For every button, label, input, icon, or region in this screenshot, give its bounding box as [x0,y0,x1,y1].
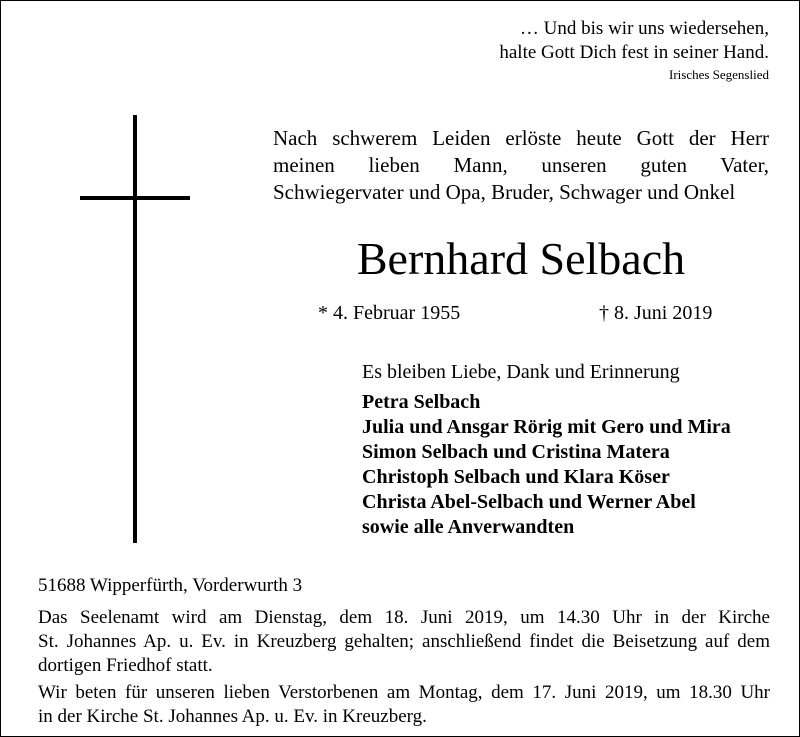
mourner-name: Christa Abel-Selbach und Werner Abel [362,491,696,513]
birth-date: * 4. Februar 1955 [318,302,461,324]
mourner-name: Petra Selbach [362,391,481,413]
mourner-name: sowie alle Anverwandten [362,516,575,538]
mourner-name: Simon Selbach und Cristina Matera [362,441,670,463]
poem-source: Irisches Segenslied [668,67,769,82]
mourner-name: Julia und Ansgar Rörig mit Gero und Mira [362,416,731,438]
poem-quote [499,17,769,85]
intro-line: Schwiegervater und Opa, Bruder, Schwager und Onkel [273,180,736,204]
address: 51688 Wipperfürth, Vorderwurth 3 [38,575,303,596]
death-date: † 8. Juni 2019 [599,302,713,324]
prayer-line: Wir beten für unseren lieben Verstorbenen am Montag, dem 17. Juni 2019, um 18.30 Uhr [38,682,770,703]
service-line: Das Seelenamt wird am Dienstag, dem 18. Juni 2019, um 14.30 Uhr in der Kirche [38,607,770,628]
intro-line: Nach schwerem Leiden erlöste heute Gott der Herr [273,126,769,150]
service-line: St. Johannes Ap. u. Ev. in Kreuzberg gehalten; anschließend findet die Beisetzung auf dem [38,631,770,652]
intro-text [273,125,769,206]
prayer-paragraph [38,681,770,729]
mourner-name: Christoph Selbach und Klara Köser [362,466,670,488]
intro-line: meinen lieben Mann, unseren guten Vater, [273,153,769,177]
mourners-list [362,390,731,540]
poem-line-2: halte Gott Dich fest in seiner Hand. [499,42,769,63]
mourning-intro: Es bleiben Liebe, Dank und Erinnerung [362,361,680,383]
deceased-name: Bernhard Selbach [356,233,686,284]
service-paragraph [38,606,770,678]
prayer-line: in der Kirche St. Johannes Ap. u. Ev. in Kreuzberg. [38,706,427,727]
cross-icon-vertical-bar [133,115,137,543]
poem-line-1: … Und bis wir uns wiedersehen, [519,18,769,39]
service-line: dortigen Friedhof statt. [38,655,213,676]
cross-icon-horizontal-bar [80,196,190,200]
